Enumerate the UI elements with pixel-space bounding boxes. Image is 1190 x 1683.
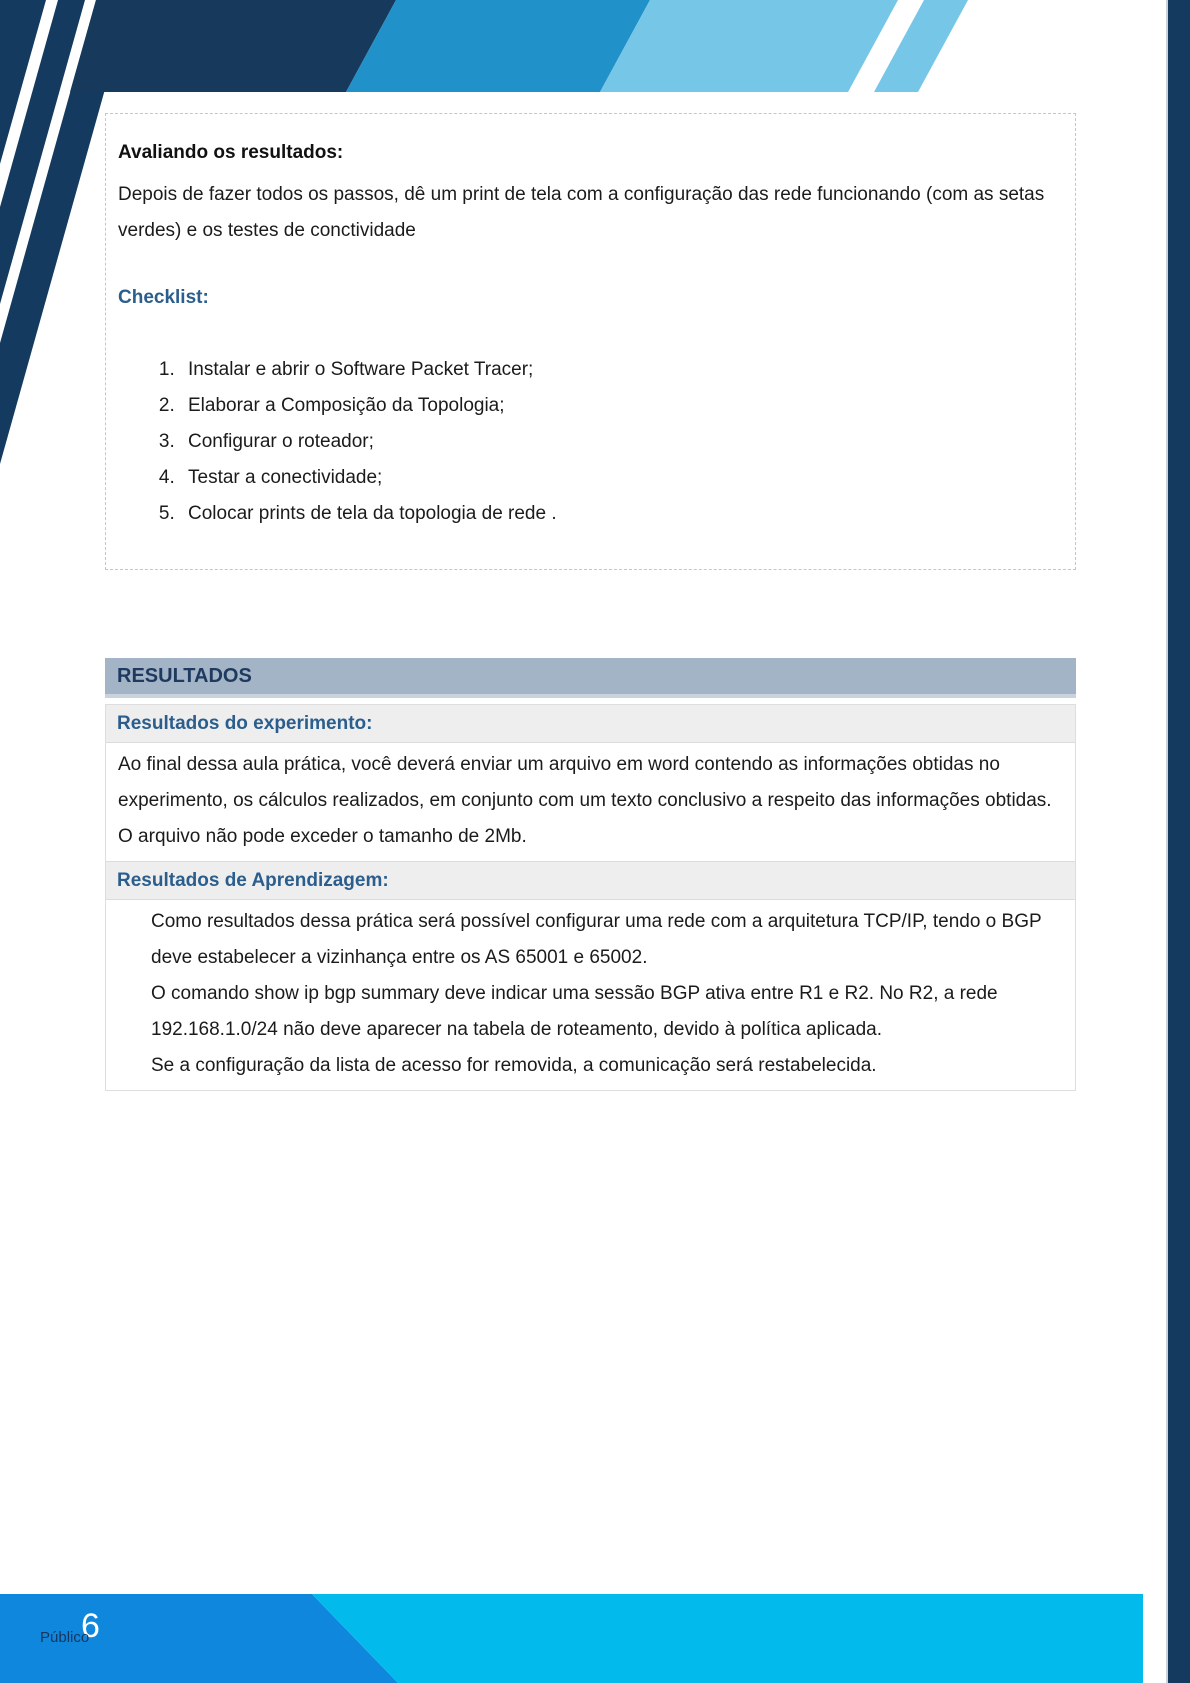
banner-navy-parallelogram <box>70 0 396 92</box>
experiment-heading-row <box>106 704 1075 743</box>
learning-paragraph: Se a configuração da lista de acesso for removida, a comunicação será restabelecida. <box>151 1055 877 1076</box>
evaluation-heading: Avaliando os resultados: <box>118 142 344 163</box>
experiment-cell <box>106 743 1075 861</box>
learning-cell <box>106 900 1075 1090</box>
checklist-item: 5. Colocar prints de tela da topologia de rede . <box>180 503 1055 524</box>
checklist-heading: Checklist: <box>118 287 209 308</box>
checklist-item: 1. Instalar e abrir o Software Packet Tracer; <box>180 359 1055 380</box>
classification-label: Público <box>40 1629 90 1646</box>
experiment-heading: Resultados do experimento: <box>117 713 373 734</box>
results-title-bar <box>105 658 1076 698</box>
left-margin-mark <box>0 363 6 367</box>
results-title: RESULTADOS <box>117 665 252 687</box>
learning-paragraph: Como resultados dessa prática será possível configurar uma rede com a arquitetura TCP/IP, tendo o BGP deve estabelecer a vizinhança entre os AS 65001 e 65002. <box>151 911 1042 968</box>
banner-medium-blue-parallelogram <box>346 0 650 92</box>
page-number: 6 <box>81 1607 100 1645</box>
banner-light-blue-parallelogram <box>600 0 898 92</box>
evaluation-box <box>105 113 1076 570</box>
footer-banner-decoration <box>0 1594 1190 1683</box>
checklist-item: 4. Testar a conectividade; <box>180 467 1055 488</box>
right-edge-bar <box>1166 0 1190 1683</box>
checklist-item: 2. Elaborar a Composição da Topologia; <box>180 395 1055 416</box>
footer-cyan-shape <box>312 1594 1143 1683</box>
experiment-paragraph: Ao final dessa aula prática, você deverá enviar um arquivo em word contendo as informações obtidas no experimento, os cálculos realizados, em conjunto com um texto conclusivo a respeito das informações obtidas. O arquivo não pode exceder o tamanho de 2Mb. <box>118 754 1052 847</box>
checklist-item: 3. Configurar o roteador; <box>180 431 1055 452</box>
results-body <box>105 704 1076 1091</box>
learning-heading-row <box>106 861 1075 900</box>
checklist <box>118 359 1055 524</box>
results-section <box>105 658 1076 1091</box>
evaluation-paragraph: Depois de fazer todos os passos, dê um print de tela com a configuração das rede funcionando (com as setas verdes) e os testes de conctividade <box>118 184 1045 241</box>
learning-paragraph: O comando show ip bgp summary deve indicar uma sessão BGP ativa entre R1 e R2. No R2, a rede 192.168.1.0/24 não deve aparecer na tabela de roteamento, devido à política aplicada. <box>151 983 998 1040</box>
learning-heading: Resultados de Aprendizagem: <box>117 870 389 891</box>
